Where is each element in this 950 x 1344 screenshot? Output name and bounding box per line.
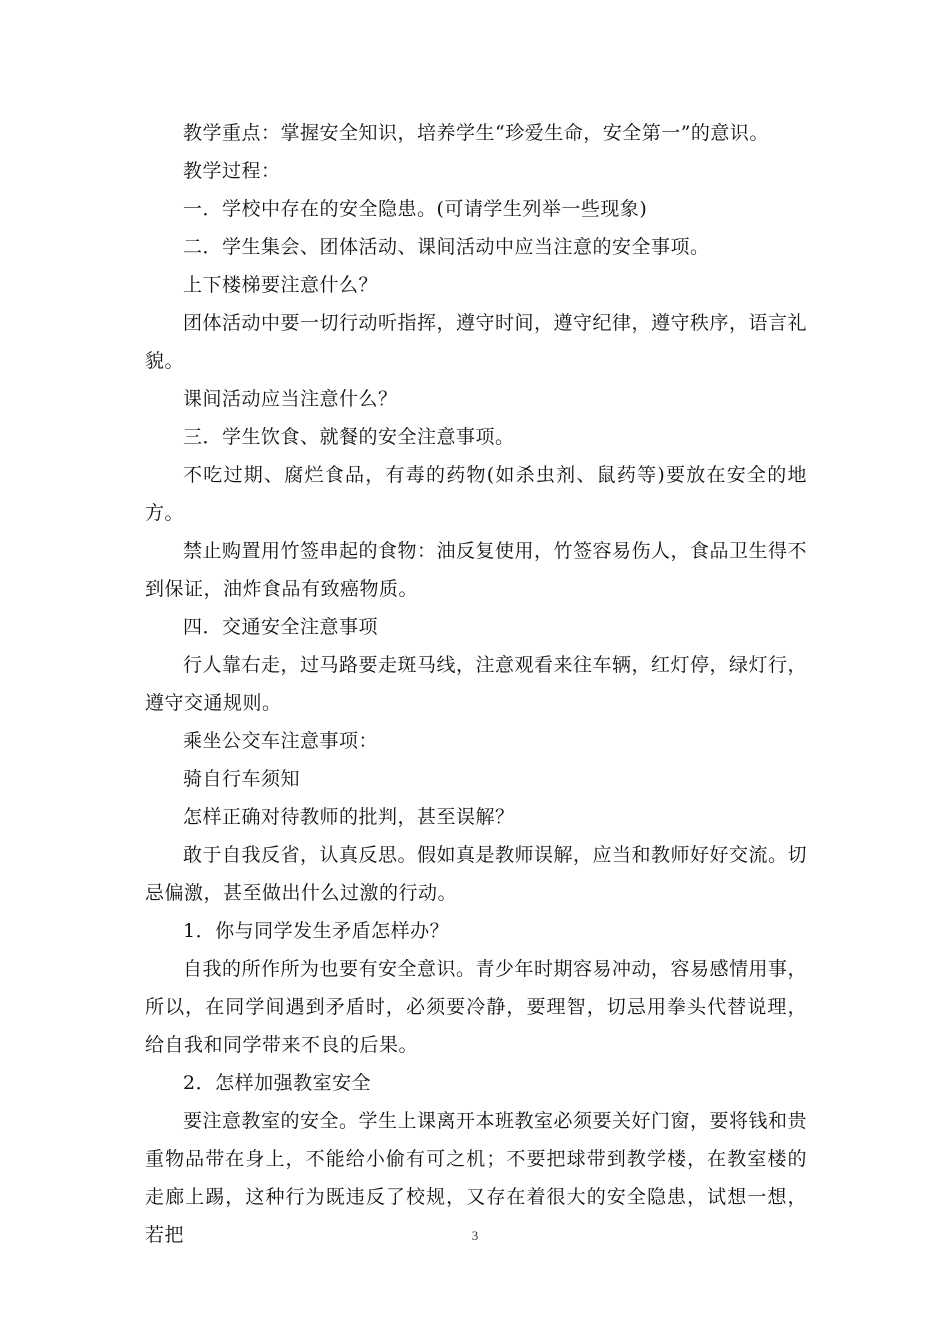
paragraph-bicycle: 骑自行车须知: [183, 768, 301, 790]
paragraph-bus: 乘坐公交车注意事项：: [183, 730, 379, 752]
document-body: [145, 114, 807, 1254]
paragraph-expired-food: 不吃过期、腐烂食品，有毒的药物(如杀虫剂、鼠药等)要放在安全的地方。: [145, 464, 807, 524]
paragraph-conflict-answer: 自我的所作所为也要有安全意识。青少年时期容易冲动，容易感情用事，所以，在同学间遇到矛盾时，必须要冷静，要理智，切忌用拳头代替说理，给自我和同学带来不良的后果。: [145, 958, 808, 1056]
paragraph-conflict-question: 1．你与同学发生矛盾怎样办？: [183, 920, 450, 942]
paragraph-criticism-question: 怎样正确对待教师的批判，甚至误解？: [183, 806, 515, 828]
paragraph-pedestrian: 行人靠右走，过马路要走斑马线，注意观看来往车辆，红灯停，绿灯行，遵守交通规则。: [145, 654, 808, 714]
paragraph-teaching-focus: 教学重点：掌握安全知识，培养学生“珍爱生命，安全第一”的意识。: [183, 122, 769, 144]
paragraph-skewer-food: 禁止购置用竹签串起的食物：油反复使用，竹签容易伤人，食品卫生得不到保证，油炸食品有致癌物质。: [145, 540, 808, 600]
paragraph-section-2: 二．学生集会、团体活动、课间活动中应当注意的安全事项。: [183, 236, 710, 258]
paragraph-self-reflection: 敢于自我反省，认真反思。假如真是教师误解，应当和教师好好交流。切忌偏激，甚至做出什么过激的行动。: [145, 844, 808, 904]
paragraph-stairs: 上下楼梯要注意什么？: [183, 274, 379, 296]
paragraph-break-activity: 课间活动应当注意什么？: [183, 388, 398, 410]
paragraph-teaching-process: 教学过程：: [183, 160, 281, 182]
paragraph-section-3: 三．学生饮食、就餐的安全注意事项。: [183, 426, 515, 448]
page-number: 3: [471, 1228, 479, 1243]
paragraph-section-4: 四．交通安全注意事项: [183, 616, 379, 638]
paragraph-group-activity: 团体活动中要一切行动听指挥，遵守时间，遵守纪律，遵守秩序，语言礼貌。: [145, 312, 808, 372]
paragraph-classroom-question: 2．怎样加强教室安全: [183, 1072, 372, 1094]
paragraph-section-1: 一．学校中存在的安全隐患。(可请学生列举一些现象): [183, 198, 648, 220]
paragraph-classroom-answer: 要注意教室的安全。学生上课离开本班教室必须要关好门窗，要将钱和贵重物品带在身上，不能给小偷有可之机；不要把球带到教学楼，在教室楼的走廊上踢，这种行为既违反了校规，又存在着很大的安全隐患，试想一想，若把: [145, 1110, 808, 1246]
